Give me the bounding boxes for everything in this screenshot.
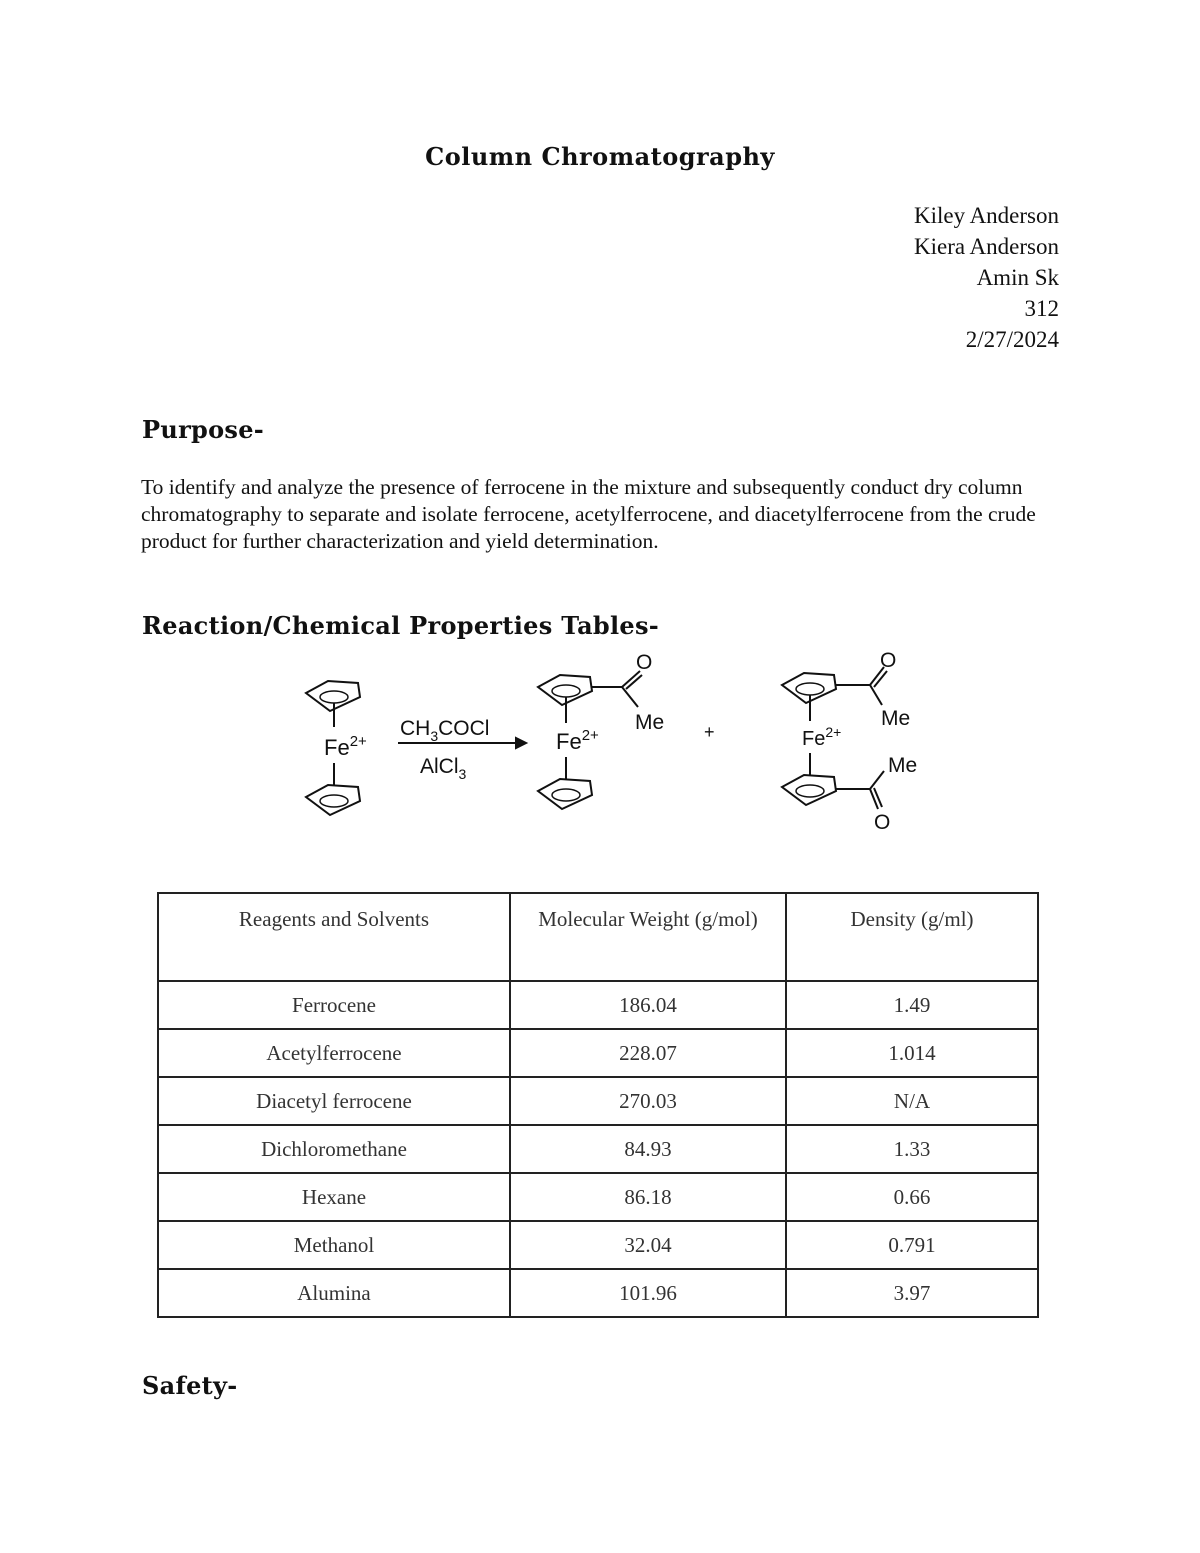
molecular-weight-cell: 84.93 (510, 1125, 786, 1173)
purpose-heading: Purpose- (142, 415, 265, 444)
purpose-text: To identify and analyze the presence of ferrocene in the mixture and subsequently conduct dry column chromatography to separate and isolate ferrocene, acetylferrocene, and diacetylferrocene from the crude product for further characterization and yield determination. (141, 475, 1036, 553)
methyl-label: Me (635, 711, 665, 734)
reaction-heading: Reaction/Chemical Properties Tables- (142, 611, 660, 640)
table-row (158, 1029, 1038, 1077)
density-cell: N/A (786, 1077, 1038, 1125)
table-row (158, 1125, 1038, 1173)
molecular-weight-cell: 270.03 (510, 1077, 786, 1125)
reagent-cell: Methanol (158, 1221, 510, 1269)
reagent-cell: Ferrocene (158, 981, 510, 1029)
cyclopentadienyl-ring (782, 775, 836, 805)
cyclopentadienyl-ring (306, 785, 360, 815)
methyl-label: Me (881, 707, 911, 730)
molecular-weight-cell: 186.04 (510, 981, 786, 1029)
molecular-weight-cell: 86.18 (510, 1173, 786, 1221)
column-header: Reagents and Solvents (158, 893, 510, 981)
density-cell: 3.97 (786, 1269, 1038, 1317)
table-row (158, 1077, 1038, 1125)
table-row (158, 1269, 1038, 1317)
oxygen-label: O (880, 649, 897, 672)
table-row (158, 981, 1038, 1029)
reaction-scheme (290, 645, 940, 845)
plus-sign: + (704, 722, 715, 742)
reagent-cell: Dichloromethane (158, 1125, 510, 1173)
reagent-cell: Hexane (158, 1173, 510, 1221)
safety-heading: Safety- (142, 1371, 238, 1400)
density-cell: 0.791 (786, 1221, 1038, 1269)
chemical-properties-table (157, 892, 1039, 1318)
page-title: Column Chromatography (425, 142, 775, 171)
molecular-weight-cell: 101.96 (510, 1269, 786, 1317)
cyclopentadienyl-ring (538, 779, 592, 809)
iron-label: $Fe^{2+}$ (556, 727, 599, 754)
density-cell: 1.33 (786, 1125, 1038, 1173)
molecular-weight-cell: 32.04 (510, 1221, 786, 1269)
iron-label: $Fe^{2+}$ (802, 724, 842, 750)
reagent-cell: Alumina (158, 1269, 510, 1317)
density-cell: 1.014 (786, 1029, 1038, 1077)
report-date: 2/27/2024 (965, 327, 1059, 352)
reagent-aluminum-chloride: AlCl$_3$ (420, 755, 467, 782)
reagent-acetyl-chloride: $CH_3COCl$ (400, 717, 490, 744)
author-block (914, 200, 1059, 355)
density-cell: 0.66 (786, 1173, 1038, 1221)
iron-label: $Fe^{2+}$ (324, 733, 367, 760)
table-row (158, 1221, 1038, 1269)
author-name: Kiera Anderson (914, 234, 1059, 259)
author-name: Amin Sk (976, 265, 1059, 290)
methyl-label: Me (888, 754, 918, 777)
reagent-cell: Diacetyl ferrocene (158, 1077, 510, 1125)
section-number: 312 (1024, 296, 1059, 321)
reagent-cell: Acetylferrocene (158, 1029, 510, 1077)
author-name: Kiley Anderson (913, 203, 1059, 228)
column-header: Density (g/ml) (786, 893, 1038, 981)
oxygen-label: O (636, 651, 653, 674)
table-row (158, 1173, 1038, 1221)
table-header-row (158, 893, 1038, 981)
density-cell: 1.49 (786, 981, 1038, 1029)
oxygen-label: O (874, 811, 891, 834)
column-header: Molecular Weight (g/mol) (510, 893, 786, 981)
molecular-weight-cell: 228.07 (510, 1029, 786, 1077)
